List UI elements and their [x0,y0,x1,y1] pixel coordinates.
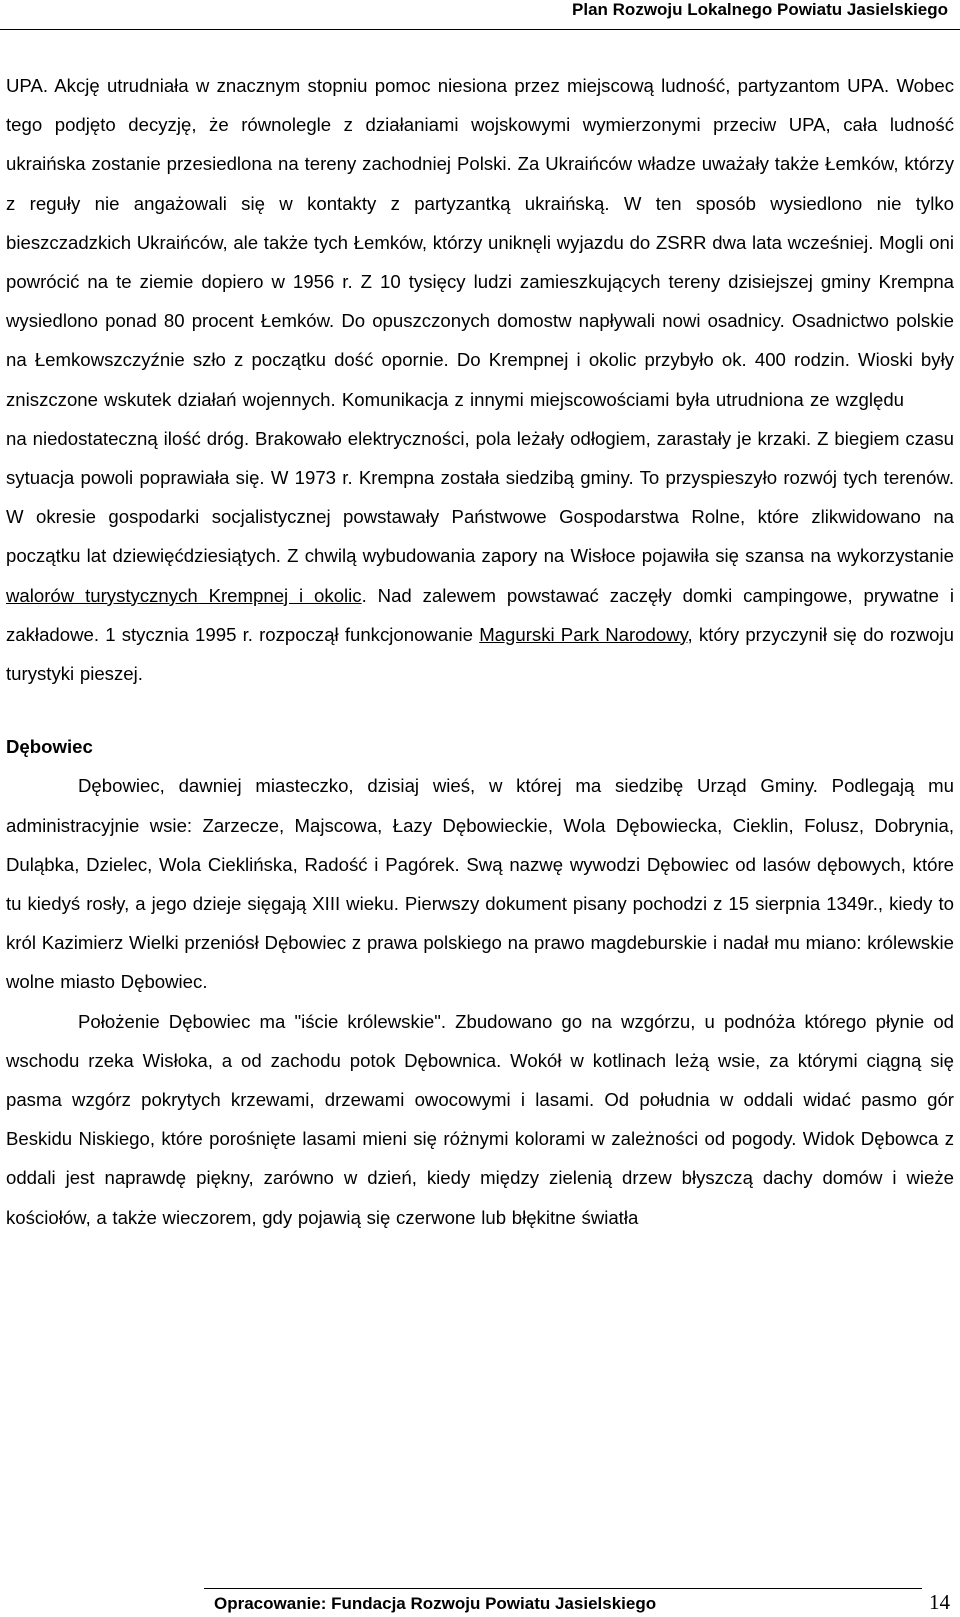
header-title: Plan Rozwoju Lokalnego Powiatu Jasielskiego [572,0,948,19]
link-walory-turystyczne[interactable]: walorów turystycznych Krempnej i okolic [6,584,362,606]
section-heading: Dębowiec [6,736,93,758]
document-body [6,66,954,1237]
paragraph-text: UPA. Akcję utrudniała w znacznym stopniu pomoc niesiona przez miejscową ludność, partyzantom UPA. Wobec tego podjęto decyzję, że równolegle z działaniami wojskowymi wymierzonymi przeciw UPA, cała ludność ukraińska zostanie przesiedlona na tereny zachodniej Polski. Za Ukraińców władze uważały także Łemków, którzy z reguły nie angażowali się w kontakty z partyzantką ukraińską. W ten sposób wysiedlono nie tylko bieszczadzkich Ukraińców, ale także tych Łemków, którzy uniknęli wyjazdu do ZSRR dwa lata wcześniej. Mogli oni powrócić na te ziemie dopiero w 1956 r. Z 10 tysięcy ludzi zamieszkujących tereny dzisiejszej gminy Krempna wysiedlono ponad 80 procent Łemków. Do opuszczonych domostw napływali nowi osadnicy. Osadnictwo polskie na Łemkowszczyźnie szło z początku dość opornie. Do Krempnej i okolic przybyło ok. 400 rodzin. Wioski były zniszczone wskutek działań wojennych. Komunikacja z innymi miejscowościami była utrudniona ze względu [6,75,954,410]
footer-rule [204,1588,922,1589]
page-number: 14 [929,1590,950,1614]
paragraph-debowiec-location: Położenie Dębowiec ma "iście królewskie". Zbudowano go na wzgórzu, u podnóża którego płynie od wschodu rzeka Wisłoka, a od zachodu potok Dębownica. Wokół w kotlinach leżą wsie, za którymi ciągną się pasma wzgórz pokrytych krzewami, drzewami owocowymi i lasami. Od południa w oddali widać pasmo gór Beskidu Niskiego, które porośnięte lasami mieni się różnymi kolorami w zależności od pogody. Widok Dębowca z oddali jest naprawdę piękny, zarówno w dzień, kiedy między zielenią drzew błyszczą dachy domów i wieże kościołów, a także wieczorem, gdy pojawią się czerwone lub błękitne światła [6,1010,954,1228]
paragraph-text: , który przyczynił się do rozwoju turystyki pieszej. [6,623,954,685]
footer-text: Opracowanie: Fundacja Rozwoju Powiatu Jasielskiego [214,1594,657,1613]
spacer [6,693,954,727]
paragraph-text: na niedostateczną ilość dróg. Brakowało elektryczności, pola leżały odłogiem, zarastały je krzaki. Z biegiem czasu sytuacja powoli poprawiała się. W 1973 r. Krempna została siedzibą gminy. To przyspieszyło rozwój tych terenów. W okresie gospodarki socjalistycznej powstawały Państwowe Gospodarstwa Rolne, które zlikwidowano na początku lat dziewięćdziesiątych. Z chwilą wybudowania zapory na Wisłoce pojawiła się szansa na wykorzystanie [6,427,954,567]
paragraph-krempna-history [6,66,954,693]
paragraph-debowiec-intro: Dębowiec, dawniej miasteczko, dzisiaj wieś, w której ma siedzibę Urząd Gminy. Podlegają mu administracyjnie wsie: Zarzecze, Majscowa, Łazy Dębowieckie, Wola Dębowiecka, Cieklin, Folusz, Dobrynia, Duląbka, Dzielec, Wola Cieklińska, Radość i Pagórek. Swą nazwę wywodzi Dębowiec od lasów dębowych, które tu kiedyś rosły, a jego dzieje sięgają XIII wieku. Pierwszy dokument pisany pochodzi z 15 sierpnia 1349r., kiedy to król Kazimierz Wielki przeniósł Dębowiec z prawa polskiego na prawo magdeburskie i nadał mu miano: królewskie wolne miasto Dębowiec. [6,775,954,993]
page-header [0,0,960,36]
header-rule [0,29,960,30]
paragraph-text: . Nad zalewem powstawać zaczęły domki campingowe, prywatne i zakładowe. 1 stycznia 1995 r. rozpoczął funkcjonowanie [6,584,954,645]
link-magurski-park[interactable]: Magurski Park Narodowy [479,623,688,645]
page-footer [0,1568,960,1617]
